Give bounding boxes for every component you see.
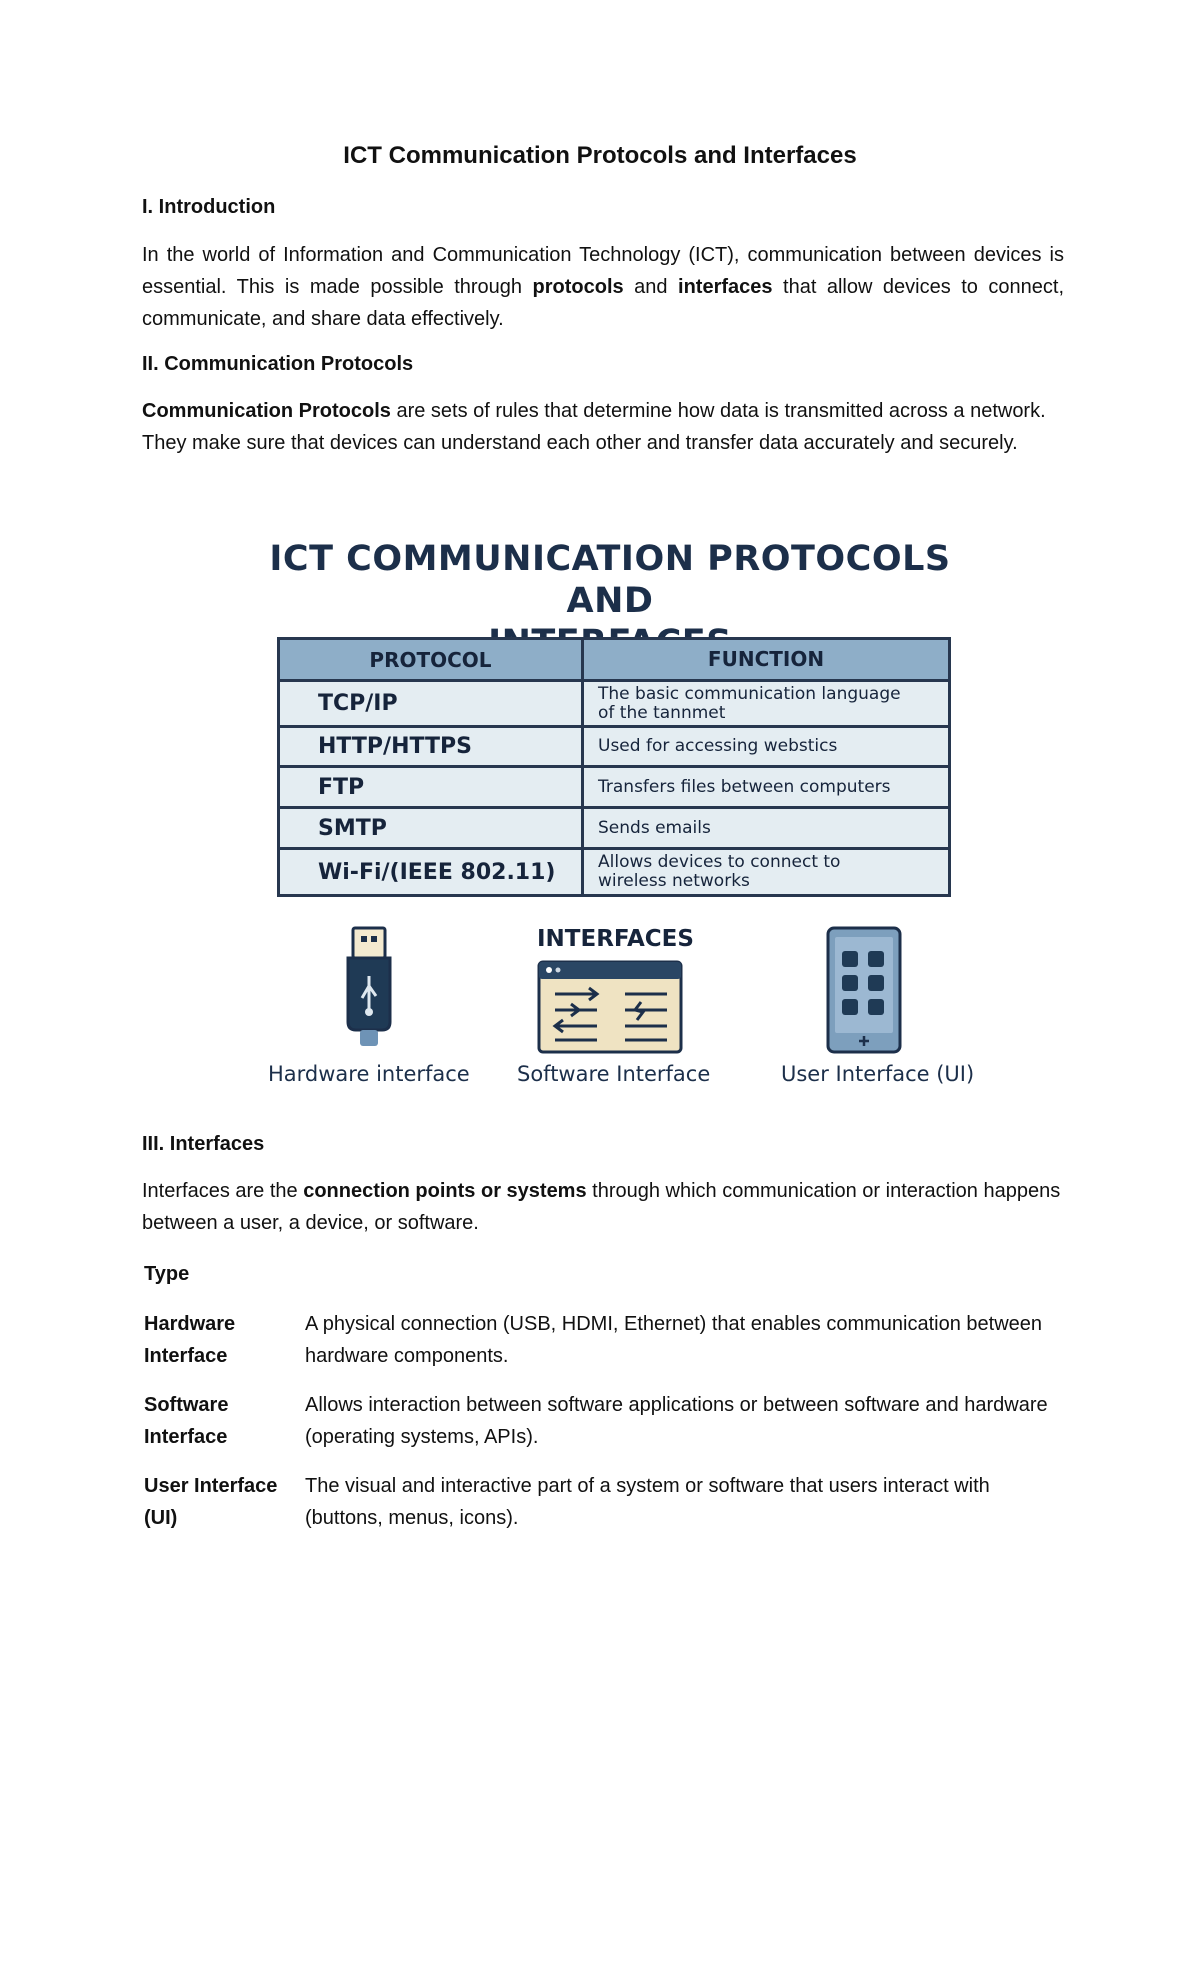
protocol-function xyxy=(584,728,948,765)
intro-heading: I. Introduction xyxy=(142,196,276,218)
intro-bold-interfaces: interfaces xyxy=(678,276,773,298)
interfaces-paragraph xyxy=(142,1175,1064,1239)
protocol-function xyxy=(584,682,948,725)
type-description: A physical connection (USB, HDMI, Ethernet) that enables communication between hardware components. xyxy=(305,1313,1043,1367)
intro-text-part: In the world of Information and Communication Technology (ICT), communication between devices is essential. This is made possible through xyxy=(142,244,1064,298)
interfaces-heading: III. Interfaces xyxy=(142,1133,265,1155)
header-protocol: PROTOCOL xyxy=(280,640,584,679)
intro-paragraph xyxy=(142,239,1064,335)
interfaces-text-part: Interfaces are the xyxy=(142,1180,304,1202)
protocol-row xyxy=(280,806,948,847)
intro-text-part: and xyxy=(623,276,679,298)
function-line: Allows devices to connect to xyxy=(598,852,841,872)
protocols-text-part: are sets of rules that determine how data is transmitted across a network. They make sure that devices can understand each other and transfer data accurately and securely. xyxy=(142,400,1046,454)
header-function: FUNCTION xyxy=(707,647,825,671)
software-interface-label: Software Interface xyxy=(517,1062,711,1086)
function-line: Sends emails xyxy=(598,817,711,838)
hardware-interface-label: Hardware interface xyxy=(268,1062,470,1086)
interfaces-text-part: through which communication or interaction happens between a user, a device, or software. xyxy=(142,1180,1061,1234)
function-line: of the tannmet xyxy=(598,702,726,723)
type-name: Software Interface xyxy=(144,1394,229,1448)
protocol-table xyxy=(277,637,951,897)
protocols-interfaces-figure xyxy=(260,530,980,1100)
protocol-row xyxy=(280,725,948,765)
protocol-name: TCP/IP xyxy=(280,682,584,725)
protocol-row xyxy=(280,847,948,894)
protocol-function xyxy=(584,850,948,894)
protocol-function xyxy=(584,768,948,806)
protocols-heading: II. Communication Protocols xyxy=(142,353,414,375)
protocol-row xyxy=(280,765,948,806)
protocol-function xyxy=(584,809,948,847)
protocol-name: FTP xyxy=(280,768,584,806)
type-description: Allows interaction between software applications or between software and hardware (operating systems, APIs). xyxy=(305,1394,1048,1448)
user-interface-label: User Interface (UI) xyxy=(781,1062,975,1086)
protocols-bold-term: Communication Protocols xyxy=(142,400,391,422)
type-name: Hardware Interface xyxy=(144,1313,236,1367)
intro-text-part: that allow devices to connect, communicate, and share data effectively. xyxy=(142,276,1065,330)
type-name: User Interface (UI) xyxy=(144,1475,278,1529)
intro-bold-protocols: protocols xyxy=(532,276,624,298)
function-line: The basic communication language xyxy=(598,683,901,704)
software-window-icon xyxy=(537,960,683,1054)
protocol-name: SMTP xyxy=(280,809,584,847)
document-title: ICT Communication Protocols and Interfaces xyxy=(343,142,857,169)
usb-drive-icon xyxy=(340,926,400,1051)
function-line: wireless networks xyxy=(598,871,750,891)
type-description: The visual and interactive part of a system or software that users interact with (buttons, menus, icons). xyxy=(305,1475,990,1529)
protocols-paragraph xyxy=(142,395,1064,459)
protocol-table-header xyxy=(280,640,948,679)
protocol-row xyxy=(280,679,948,725)
protocol-name: HTTP/HTTPS xyxy=(280,728,584,765)
interfaces-figure-title: INTERFACES xyxy=(537,926,694,952)
function-line: Transfers files between computers xyxy=(598,776,891,797)
interfaces-bold-term: connection points or systems xyxy=(303,1180,587,1202)
smartphone-icon xyxy=(826,926,902,1054)
figure-title-line: ICT COMMUNICATION PROTOCOLS AND xyxy=(269,539,951,621)
function-line: Used for accessing webstics xyxy=(598,736,838,756)
protocol-name: Wi-Fi/(IEEE 802.11) xyxy=(280,850,584,894)
types-header-label: Type xyxy=(144,1263,190,1285)
